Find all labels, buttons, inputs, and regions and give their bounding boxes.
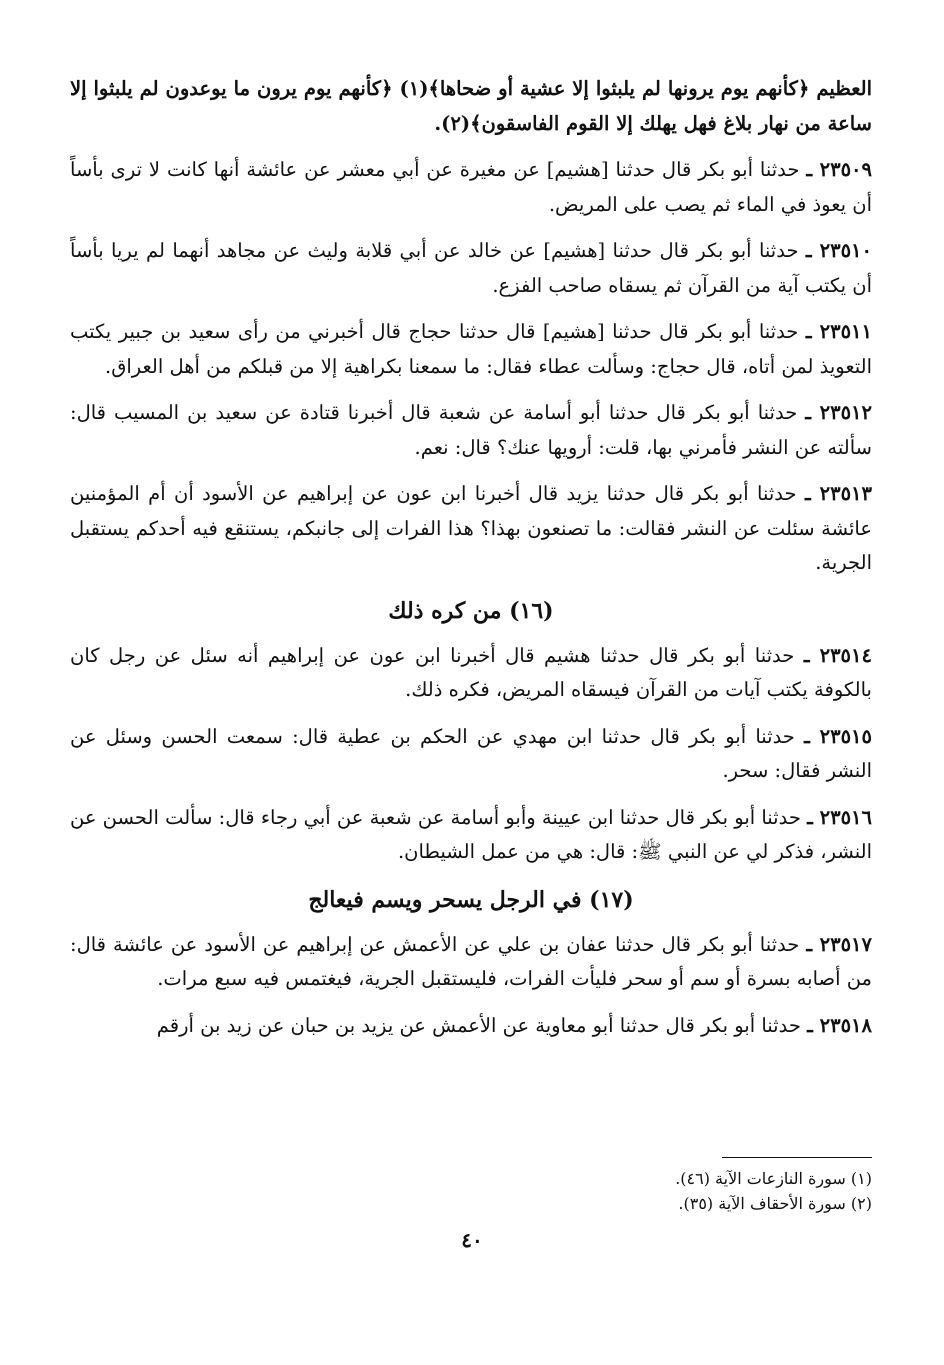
hadith-23517 (70, 928, 872, 997)
hadith-text: حدثنا أبو بكر قال حدثنا عفان بن علي عن الأعمش عن إبراهيم عن الأسود عن عائشة قال: من أصابه بسرة أو سم أو سحر فليأت الفرات، فليستقبل الجرية، فيغتمس فيه سبع مرات. (70, 932, 872, 990)
hadith-number: ٢٣٥١٧ ـ (806, 932, 872, 956)
quran-quote-text: العظيم ﴿كأنهم يوم يرونها لم يلبثوا إلا عشية أو ضحاها﴾(١) ﴿كأنهم يوم يرون ما يوعدون لم يلبثوا إلا ساعة من نهار بلاغ فهل يهلك إلا القوم الفاسقون﴾(٢). (70, 77, 872, 135)
hadith-number: ٢٣٥١٤ ـ (803, 643, 872, 667)
hadith-23518 (70, 1009, 872, 1044)
hadith-number: ٢٣٥١٣ ـ (804, 482, 872, 505)
hadith-23510 (70, 234, 872, 303)
hadith-number: ٢٣٥١٠ ـ (805, 239, 872, 262)
hadith-23511 (70, 315, 872, 384)
hadith-23512 (70, 396, 872, 465)
page-body (70, 72, 872, 1055)
hadith-number: ٢٣٥١٢ ـ (805, 401, 872, 424)
hadith-number: ٢٣٥٠٩ ـ (806, 158, 872, 181)
page-number: ٤٠ (461, 1228, 483, 1252)
footnote-2: (٢) سورة الأحقاف الآية (٣٥). (678, 1194, 872, 1213)
footnotes (272, 1166, 872, 1216)
hadith-23513 (70, 477, 872, 581)
hadith-23509 (70, 153, 872, 222)
hadith-text: حدثنا أبو بكر قال حدثنا هشيم قال أخبرنا ابن عون عن إبراهيم أنه سئل عن رجل كان بالكوفة يكتب آيات من القرآن فيسقاه المريض، فكره ذلك. (70, 643, 872, 701)
paragraph-intro (70, 72, 872, 141)
hadith-23515 (70, 720, 872, 789)
hadith-number: ٢٣٥١٨ ـ (807, 1013, 872, 1037)
footnote-divider (722, 1157, 872, 1158)
hadith-text: حدثنا أبو بكر قال حدثنا [هشيم] عن مغيرة عن أبي معشر عن عائشة أنها كانت لا ترى بأساً أن يعوذ في الماء ثم يصب على المريض. (70, 158, 872, 216)
hadith-text: حدثنا أبو بكر قال حدثنا [هشيم] قال حدثنا حجاج قال أخبرني من رأى سعيد بن جبير يكتب التعويذ لمن أتاه، قال حجاج: وسألت عطاء فقال: ما سمعنا بكراهية إلا من قبلكم من أهل العراق. (70, 320, 872, 378)
hadith-23516 (70, 801, 872, 870)
hadith-number: ٢٣٥١٦ ـ (807, 805, 872, 829)
hadith-number: ٢٣٥١٥ ـ (804, 724, 872, 748)
hadith-number: ٢٣٥١١ ـ (805, 320, 873, 343)
hadith-text: حدثنا أبو بكر قال حدثنا أبو أسامة عن شعبة قال أخبرنا قتادة عن سعيد بن المسيب قال: سألته عن النشر فأمرني بها، قلت: أرويها عنك؟ قال: نعم. (70, 401, 872, 459)
section-heading-16: (١٦) من كره ذلك (388, 597, 554, 624)
hadith-text: حدثنا أبو بكر قال حدثنا [هشيم] عن خالد عن أبي قلابة وليث عن مجاهد أنهما لم يريا بأساً أن يكتب آية من القرآن ثم يسقاه صاحب الفزع. (70, 239, 872, 297)
hadith-23514 (70, 639, 872, 708)
section-heading-17: (١٧) في الرجل يسحر ويسم فيعالج (308, 886, 634, 913)
footnote-1: (١) سورة النازعات الآية (٤٦). (675, 1169, 872, 1188)
hadith-text: حدثنا أبو بكر قال حدثنا ابن عيينة وأبو أسامة عن شعبة عن أبي رجاء قال: سألت الحسن عن النشر، فذكر لي عن النبي ﷺ: قال: هي من عمل الشيطان. (70, 805, 872, 863)
hadith-text: حدثنا أبو بكر قال حدثنا ابن مهدي عن الحكم بن عطية قال: سمعت الحسن وسئل عن النشر فقال: سحر. (70, 724, 872, 782)
hadith-text: حدثنا أبو بكر قال حدثنا يزيد قال أخبرنا ابن عون عن إبراهيم عن الأسود أن أم المؤمنين عائشة سئلت عن النشر فقالت: ما تصنعون بهذا؟ هذا الفرات إلى جانبكم، يستنقع فيه أحدكم يستقبل الجرية. (70, 482, 872, 574)
hadith-text: حدثنا أبو بكر قال حدثنا أبو معاوية عن الأعمش عن يزيد بن حبان عن زيد بن أرقم (156, 1013, 801, 1037)
